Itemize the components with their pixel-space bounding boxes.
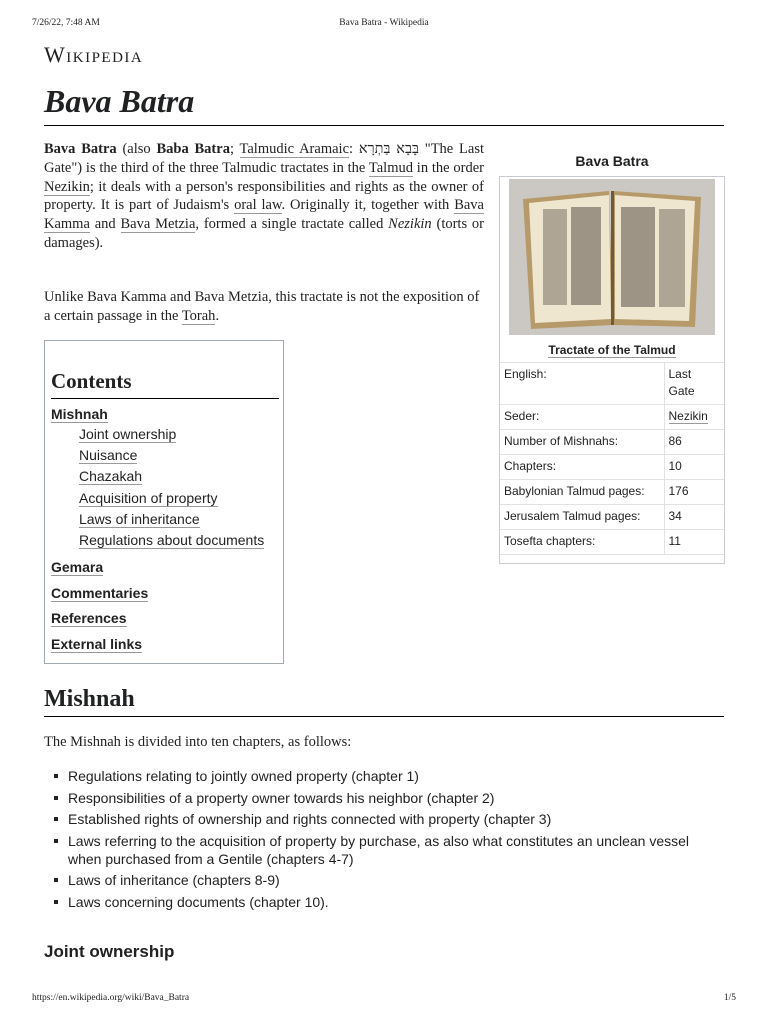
- infobox-value: 10: [664, 455, 724, 480]
- list-item: Established rights of ownership and rights connected with property (chapter 3): [52, 810, 724, 828]
- toc-item-references[interactable]: References: [51, 610, 127, 626]
- toc-item-commentaries[interactable]: Commentaries: [51, 585, 149, 601]
- infobox-row: [500, 455, 724, 480]
- infobox-label: Seder:: [500, 405, 664, 430]
- list-item: Responsibilities of a property owner towards his neighbor (chapter 2): [52, 789, 724, 807]
- mishnah-chapter-list: [52, 767, 724, 914]
- mishnah-intro: The Mishnah is divided into ten chapters, as follows:: [44, 734, 352, 750]
- intro-paragraph: Bava Batra (also Baba Batra; Talmudic Aramaic: בָּבָא בַּתְרָא "The Last Gate") is the third of the three Talmudic tractates in the Talmud in the order Nezikin; it deals with a person's responsibilities and rights as the owner of property. It is part of Judaism's oral law. Originally it, together with Bava Kamma and Bava Metzia, formed a single tractate called Nezikin (torts or damages).: [44, 141, 485, 251]
- toc-item-chazakah[interactable]: Chazakah: [79, 468, 143, 484]
- infobox-label: Jerusalem Talmud pages:: [500, 505, 664, 530]
- print-page-number: 1/5: [723, 993, 736, 1003]
- infobox-row: [500, 480, 724, 505]
- infobox-subtitle[interactable]: Tractate of the Talmud: [500, 337, 724, 363]
- infobox-row: [500, 405, 724, 430]
- infobox-row: [500, 505, 724, 530]
- infobox-label: Tosefta chapters:: [500, 530, 664, 555]
- intro-paragraph-2: Unlike Bava Kamma and Bava Metzia, this tractate is not the exposition of a certain passage in the Torah.: [44, 289, 480, 324]
- toc-item-acquisition[interactable]: Acquisition of property: [79, 490, 218, 506]
- table-of-contents: [44, 340, 284, 664]
- infobox-row: [500, 530, 724, 555]
- list-item: Regulations relating to jointly owned property (chapter 1): [52, 767, 724, 785]
- infobox-value: 86: [664, 430, 724, 455]
- toc-item-joint-ownership[interactable]: Joint ownership: [79, 426, 177, 442]
- print-title: Bava Batra - Wikipedia: [339, 18, 429, 28]
- talmud-book-image[interactable]: [509, 179, 715, 335]
- toc-title: Contents: [51, 367, 279, 399]
- hebrew-name: בָּבָא בַּתְרָא: [358, 141, 419, 157]
- link-nezikin[interactable]: Nezikin: [44, 178, 90, 195]
- toc-item-nuisance[interactable]: Nuisance: [79, 447, 138, 463]
- link-talmudic-aramaic[interactable]: Talmudic Aramaic: [239, 141, 349, 157]
- toc-item-inheritance[interactable]: Laws of inheritance: [79, 511, 200, 527]
- link-bava-metzia[interactable]: Bava Metzia: [120, 216, 196, 233]
- infobox-value: 176: [664, 480, 724, 505]
- page-title: Bava Batra: [44, 82, 724, 126]
- print-footer: [32, 993, 736, 1007]
- print-header: [32, 18, 736, 32]
- link-talmud[interactable]: Talmud: [368, 159, 413, 176]
- toc-item-mishnah[interactable]: Mishnah: [51, 406, 108, 422]
- infobox-value: 34: [664, 505, 724, 530]
- toc-item-documents[interactable]: Regulations about documents: [79, 532, 265, 548]
- infobox-value: Last Gate: [664, 363, 724, 405]
- infobox: [499, 146, 725, 564]
- infobox-label: Number of Mishnahs:: [500, 430, 664, 455]
- link-oral-law[interactable]: oral law: [234, 197, 282, 214]
- infobox-label: Chapters:: [500, 455, 664, 480]
- infobox-label: English:: [500, 363, 664, 405]
- list-item: Laws concerning documents (chapter 10).: [52, 893, 724, 911]
- infobox-value: 11: [664, 530, 724, 555]
- infobox-frame: [499, 176, 725, 564]
- link-torah[interactable]: Torah: [181, 307, 216, 324]
- print-url: https://en.wikipedia.org/wiki/Bava_Batra: [32, 993, 190, 1003]
- infobox-row: [500, 363, 724, 405]
- section-heading-joint-ownership: Joint ownership: [44, 942, 175, 961]
- infobox-value[interactable]: Nezikin: [664, 405, 724, 430]
- bold-term: Bava Batra: [44, 141, 117, 157]
- infobox-title: Bava Batra: [575, 153, 649, 169]
- toc-item-gemara[interactable]: Gemara: [51, 559, 104, 575]
- print-datetime: 7/26/22, 7:48 AM: [32, 18, 100, 28]
- toc-item-external-links[interactable]: External links: [51, 636, 143, 652]
- bold-term: Baba Batra: [156, 141, 230, 157]
- open-book-illustration: [509, 179, 715, 335]
- wikipedia-wordmark[interactable]: Wikipedia: [44, 42, 144, 67]
- infobox-row: [500, 430, 724, 455]
- list-item: Laws of inheritance (chapters 8-9): [52, 871, 724, 889]
- infobox-label: Babylonian Talmud pages:: [500, 480, 664, 505]
- section-heading-mishnah: Mishnah: [44, 684, 724, 717]
- link-bava-kamma[interactable]: Bava Kamma: [44, 197, 484, 233]
- infobox-table: [500, 363, 724, 555]
- list-item: Laws referring to the acquisition of property by purchase, as also what constitutes an unclean vessel when purchased from a Gentile (chapters 4-7): [52, 832, 724, 868]
- italic-term: Nezikin: [388, 216, 432, 233]
